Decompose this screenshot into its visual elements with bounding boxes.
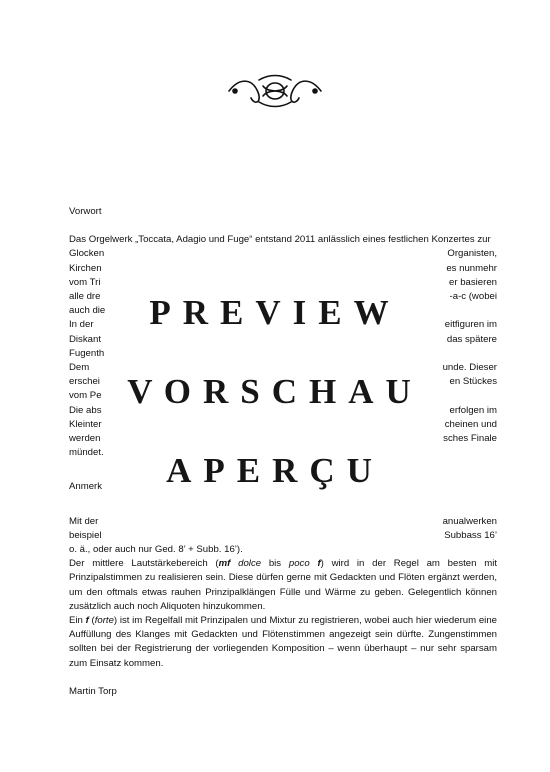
- watermark-vorschau: VORSCHAU: [127, 372, 423, 411]
- heading-vorwort: Vorwort: [69, 206, 102, 217]
- intro-line-fragments: Glocken Organisten,: [69, 248, 497, 260]
- remarks-line: o. ä., oder auch nur Ged. 8’ + Subb. 16’).: [69, 544, 243, 556]
- calligraphic-flourish-icon: [225, 66, 325, 116]
- watermark-preview: PREVIEW: [149, 293, 401, 332]
- signature: Martin Torp: [69, 685, 117, 697]
- heading-anmerkungen: Anmerk: [69, 481, 103, 493]
- paragraph-f: Ein f (forte) ist im Regelfall mit Prinzipalen und Mixtur zu registrieren, wobei auch hier wiederum eine Auffüllung des Klanges mit Gedackten und Flötenstimmen angezeigt sein dürfte. Zungenstimmen sollten bei der Registrierung der vorliegenden Komposition – wenn überhaupt – nur sehr sparsam zum Einsatz kommen.: [69, 615, 497, 669]
- paragraph-mf: Der mittlere Lautstärkebereich (mf dolce bis poco f) wird in der Regel am besten mit Prinzipalstimmen zu realisieren sein. Diese dürfen gerne mit Gedackten und Flöten ergänzt werden, um den oftmals etwas rauhen Prinzipalklängen Fülle und Wärme zu geben. Gelegentlich können zusätzlich auch noch Aliquoten hinzukommen.: [69, 558, 498, 612]
- intro-line: Das Orgelwerk „Toccata, Adagio und Fuge“ entstand 2011 anlässlich eines festlichen Konzertes zur: [69, 234, 491, 246]
- preface-text: Vorwort Das Orgelwerk „Toccata, Adagio und Fuge“ entstand 2011 anlässlich eines festlichen Konzertes zur Glocken Organisten, Kirchen es nunmehr vom Tri er basieren alle dre -a-c (wobei auch die In der eitfiguren im Diskant das spätere Fugenth Dem unde. Dieser erschei en Stückes vom Pe Die abs erfolgen im Kleinter cheinen und werden sches Finale mündet. Anmerk Mit der anualwerken beispiel Subbass 16’ o. ä., oder auch nur Ged. 8’ + Subb. 16’). Der mittlere Lautstärkebereich (mf dolce bis poco f) wird in der Regel am besten mit Prinzipalstimmen zu realisieren sein. Diese dürfen gerne mit Gedackten und Flöten ergänzt werden, um den oftmals etwas rauhen Prinzipalklängen Fülle und Wärme zu geben. Gelegentlich können zusätzlich auch noch Aliquoten hinzukommen. Ein f (forte) ist im Regelfall mit Prinzipalen und Mixtur zu registrieren, wobei auch hier wiederum eine Auffüllung des Klanges mit Gedackten und Flötenstimmen angezeigt sein dürfte. Zungenstimmen sollten bei der Registrierung der vorliegenden Komposition – wenn überhaupt – nur sehr sparsam zum Einsatz kommen. Martin Torp: [69, 205, 497, 699]
- watermark-apercu: APERÇU: [166, 451, 384, 490]
